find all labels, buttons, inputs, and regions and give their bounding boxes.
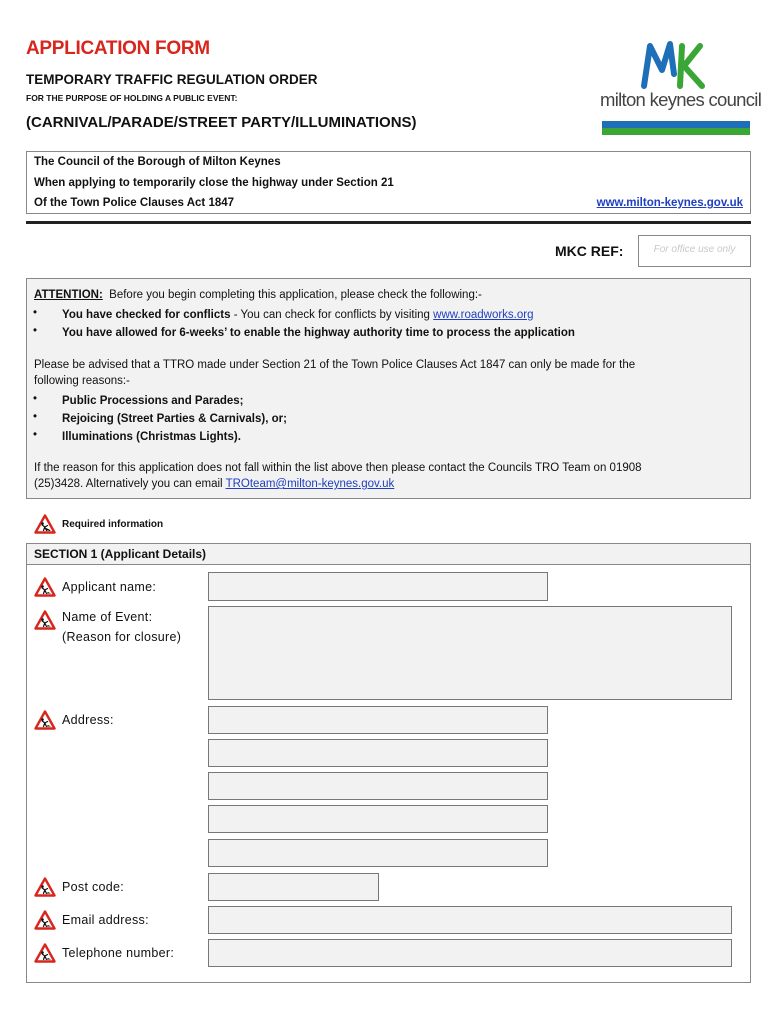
event-name-textarea[interactable] xyxy=(208,606,732,700)
bullet-icon: • xyxy=(33,307,38,319)
reason-item: Illuminations (Christmas Lights). xyxy=(62,431,241,443)
check-item-conflicts xyxy=(62,307,534,323)
address-line-3-input[interactable] xyxy=(208,772,548,800)
post-code-input[interactable] xyxy=(208,873,379,901)
roadworks-warning-icon xyxy=(34,514,56,534)
form-title: APPLICATION FORM xyxy=(26,38,210,59)
reason-item: Public Processions and Parades; xyxy=(62,395,244,407)
event-types-heading: (CARNIVAL/PARADE/STREET PARTY/ILLUMINATIONS) xyxy=(26,114,417,131)
bullet-icon: • xyxy=(33,411,38,423)
mkc-ref-placeholder: For office use only xyxy=(653,244,736,255)
address-line-1-input[interactable] xyxy=(208,706,548,734)
roadworks-warning-icon xyxy=(34,877,56,897)
check-timeframe-bold: You have allowed for 6-weeks’ to enable the highway authority time to process the application xyxy=(62,327,575,339)
section-1-applicant-details xyxy=(26,543,751,983)
tro-team-email-link[interactable]: TROteam@milton-keynes.gov.uk xyxy=(225,478,395,490)
check-conflicts-bold: You have checked for conflicts xyxy=(62,309,231,321)
council-logo-name: milton keynes council xyxy=(600,89,762,110)
bullet-icon: • xyxy=(33,393,38,405)
roadworks-warning-icon xyxy=(34,943,56,963)
attention-intro-line xyxy=(34,287,482,303)
section-1-header xyxy=(27,544,750,565)
logo-bar-green xyxy=(602,128,750,135)
address-line-5-input[interactable] xyxy=(208,839,548,867)
mkc-ref-field xyxy=(638,235,751,267)
event-name-hint: (Reason for closure) xyxy=(62,630,182,644)
reason-item: Rejoicing (Street Parties & Carnivals), or; xyxy=(62,413,287,425)
contact-line-2 xyxy=(34,476,394,492)
council-line-1: The Council of the Borough of Milton Keynes xyxy=(34,156,281,168)
form-subtitle: TEMPORARY TRAFFIC REGULATION ORDER xyxy=(26,72,318,87)
council-line-3: Of the Town Police Clauses Act 1847 xyxy=(34,197,235,209)
event-name-label: Name of Event: xyxy=(62,610,153,624)
roadworks-warning-icon xyxy=(34,910,56,930)
divider-rule xyxy=(26,221,751,224)
mk-logo-icon xyxy=(640,40,706,90)
contact-line-1: If the reason for this application does not fall within the list above then please contact the Councils TRO Team on 01908 xyxy=(34,462,642,474)
council-line-2: When applying to temporarily close the highway under Section 21 xyxy=(34,177,394,189)
post-code-label: Post code: xyxy=(62,880,125,894)
logo-bar-blue xyxy=(602,121,750,128)
advice-line-1: Please be advised that a TTRO made under Section 21 of the Town Police Clauses Act 1847 can only be made for the xyxy=(34,359,636,371)
roadworks-warning-icon xyxy=(34,710,56,730)
required-information-label: Required information xyxy=(62,519,164,530)
bullet-icon: • xyxy=(33,325,38,337)
form-purpose: FOR THE PURPOSE OF HOLDING A PUBLIC EVENT: xyxy=(26,93,238,103)
council-website-link[interactable]: www.milton-keynes.gov.uk xyxy=(596,197,743,209)
roadworks-link[interactable]: www.roadworks.org xyxy=(433,309,534,321)
email-address-label: Email address: xyxy=(62,913,149,927)
roadworks-warning-icon xyxy=(34,610,56,630)
section-1-title: SECTION 1 (Applicant Details) xyxy=(34,547,207,561)
advice-line-2: following reasons:- xyxy=(34,375,130,387)
telephone-number-label: Telephone number: xyxy=(62,946,175,960)
mkc-ref-label: MKC REF: xyxy=(555,243,624,259)
attention-heading: ATTENTION: xyxy=(34,289,103,301)
attention-intro: Before you begin completing this application, please check the following:- xyxy=(109,289,482,301)
email-address-input[interactable] xyxy=(208,906,732,934)
roadworks-warning-icon xyxy=(34,577,56,597)
telephone-number-input[interactable] xyxy=(208,939,732,967)
contact-line-2-text: (25)3428. Alternatively you can email xyxy=(34,478,226,490)
address-line-2-input[interactable] xyxy=(208,739,548,767)
council-info-box xyxy=(26,151,751,214)
applicant-name-label: Applicant name: xyxy=(62,580,157,594)
address-label: Address: xyxy=(62,713,114,727)
attention-panel xyxy=(26,278,751,499)
applicant-name-input[interactable] xyxy=(208,572,548,601)
check-conflicts-text: - You can check for conflicts by visiting xyxy=(230,309,434,321)
check-item-timeframe xyxy=(62,325,575,341)
address-line-4-input[interactable] xyxy=(208,805,548,833)
bullet-icon: • xyxy=(33,429,38,441)
